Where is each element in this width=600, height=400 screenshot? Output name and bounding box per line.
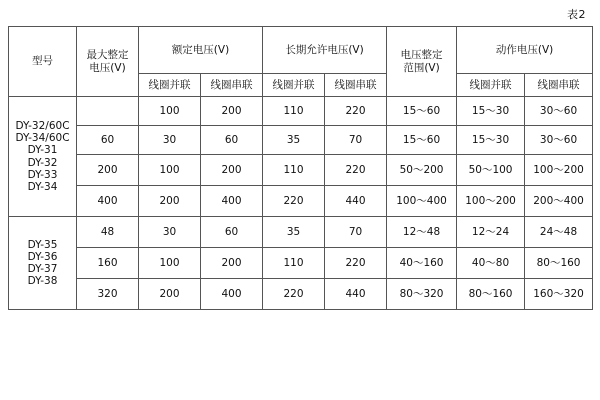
table-row	[9, 97, 593, 126]
header-max-setting-voltage	[77, 27, 139, 97]
table-row	[9, 186, 593, 217]
model-label: DY-36	[27, 250, 58, 263]
cell-allowed-parallel: 35	[263, 217, 325, 248]
header-max-setting-voltage-line1: 最大整定	[86, 49, 129, 62]
cell-setting-range: 12～48	[387, 217, 457, 248]
cell-rated-parallel: 100	[139, 97, 201, 126]
relay-spec-table	[8, 26, 593, 310]
cell-allowed-parallel: 35	[263, 126, 325, 155]
cell-allowed-parallel: 220	[263, 186, 325, 217]
cell-rated-series: 200	[201, 248, 263, 279]
cell-action-series: 100～200	[525, 155, 593, 186]
table-row	[9, 248, 593, 279]
cell-action-parallel: 12～24	[457, 217, 525, 248]
spec-table-container	[8, 26, 592, 310]
cell-rated-series: 60	[201, 126, 263, 155]
table-row	[9, 126, 593, 155]
model-label: DY-31	[27, 144, 58, 157]
cell-action-parallel: 100～200	[457, 186, 525, 217]
cell-rated-parallel: 100	[139, 248, 201, 279]
cell-setting-range: 15～60	[387, 97, 457, 126]
model-label: DY-37	[27, 263, 58, 275]
subheader-action-series: 线圈串联	[525, 74, 593, 97]
header-max-setting-voltage-line2: 电压(V)	[89, 61, 126, 74]
header-voltage-setting-range-line1: 电压整定	[400, 49, 443, 62]
model-label: DY-34/60C	[15, 132, 70, 145]
subheader-allowed-series: 线圈串联	[325, 74, 387, 97]
cell-rated-series: 200	[201, 97, 263, 126]
cell-rated-series: 60	[201, 217, 263, 248]
cell-setting-range: 50～200	[387, 155, 457, 186]
model-label: DY-38	[27, 275, 58, 288]
cell-max-setting: 60	[77, 126, 139, 155]
cell-allowed-series: 220	[325, 155, 387, 186]
cell-rated-series: 200	[201, 155, 263, 186]
header-voltage-setting-range-line2: 范围(V)	[403, 61, 440, 74]
cell-allowed-parallel: 110	[263, 248, 325, 279]
cell-rated-series: 400	[201, 186, 263, 217]
cell-action-parallel: 40～80	[457, 248, 525, 279]
cell-action-parallel: 15～30	[457, 97, 525, 126]
header-long-term-allowed-voltage: 长期允许电压(V)	[263, 27, 387, 74]
table-row	[9, 217, 593, 248]
table-row	[9, 279, 593, 310]
cell-rated-series: 400	[201, 279, 263, 310]
cell-action-series: 30～60	[525, 97, 593, 126]
cell-action-series: 160～320	[525, 279, 593, 310]
cell-rated-parallel: 30	[139, 217, 201, 248]
cell-rated-parallel: 30	[139, 126, 201, 155]
cell-rated-parallel: 100	[139, 155, 201, 186]
cell-max-setting: 160	[77, 248, 139, 279]
table-caption: 表2	[567, 8, 586, 21]
cell-action-series: 200～400	[525, 186, 593, 217]
cell-allowed-series: 70	[325, 217, 387, 248]
table-row	[9, 155, 593, 186]
subheader-allowed-parallel: 线圈并联	[263, 74, 325, 97]
cell-max-setting	[77, 97, 139, 126]
cell-allowed-series: 440	[325, 186, 387, 217]
cell-action-series: 30～60	[525, 126, 593, 155]
cell-allowed-parallel: 110	[263, 155, 325, 186]
cell-action-parallel: 50～100	[457, 155, 525, 186]
cell-allowed-series: 220	[325, 248, 387, 279]
cell-allowed-parallel: 220	[263, 279, 325, 310]
cell-max-setting: 48	[77, 217, 139, 248]
model-label: DY-35	[27, 238, 58, 251]
model-label: DY-33	[27, 168, 58, 181]
cell-setting-range: 15～60	[387, 126, 457, 155]
model-group-2	[9, 217, 77, 310]
cell-action-series: 80～160	[525, 248, 593, 279]
header-action-voltage: 动作电压(V)	[457, 27, 593, 74]
cell-rated-parallel: 200	[139, 279, 201, 310]
cell-allowed-series: 440	[325, 279, 387, 310]
model-label: DY-32/60C	[15, 120, 70, 133]
cell-rated-parallel: 200	[139, 186, 201, 217]
cell-allowed-parallel: 110	[263, 97, 325, 126]
cell-action-parallel: 80～160	[457, 279, 525, 310]
header-voltage-setting-range	[387, 27, 457, 97]
header-model: 型号	[9, 27, 77, 97]
subheader-action-parallel: 线圈并联	[457, 74, 525, 97]
cell-action-parallel: 15～30	[457, 126, 525, 155]
cell-allowed-series: 70	[325, 126, 387, 155]
cell-setting-range: 80～320	[387, 279, 457, 310]
cell-setting-range: 100～400	[387, 186, 457, 217]
cell-allowed-series: 220	[325, 97, 387, 126]
cell-action-series: 24～48	[525, 217, 593, 248]
model-group-1	[9, 97, 77, 217]
model-label: DY-34	[27, 180, 58, 193]
model-label: DY-32	[27, 156, 58, 169]
header-rated-voltage: 额定电压(V)	[139, 27, 263, 74]
cell-setting-range: 40～160	[387, 248, 457, 279]
cell-max-setting: 320	[77, 279, 139, 310]
cell-max-setting: 200	[77, 155, 139, 186]
cell-max-setting: 400	[77, 186, 139, 217]
table-header-row	[9, 27, 593, 74]
subheader-rated-series: 线圈串联	[201, 74, 263, 97]
subheader-rated-parallel: 线圈并联	[139, 74, 201, 97]
